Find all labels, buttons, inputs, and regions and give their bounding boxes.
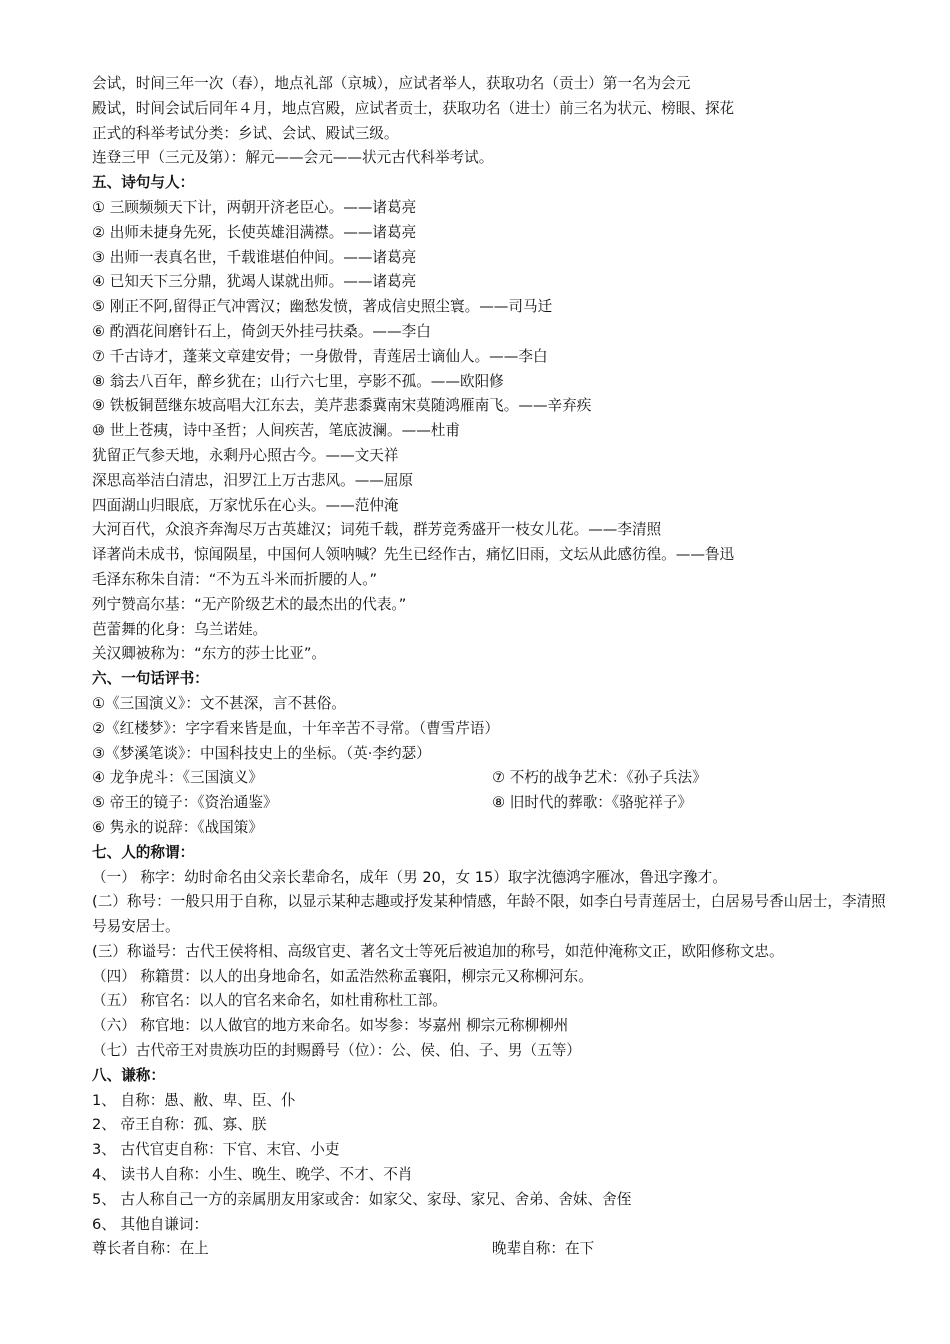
section-humble-terms <box>92 1064 892 1262</box>
left-cell: ⑤ 帝王的镜子：《资治通鉴》 <box>92 794 278 812</box>
text-line: 4、 读书人自称：小生、晚生、晚学、不才、不肖 <box>92 1166 413 1184</box>
right-cell: 晚辈自称：在下 <box>492 1240 595 1258</box>
text-line: 会试，时间三年一次（春），地点礼部（京城），应试者举人，获取功名（贡士）第一名为会元 <box>92 75 691 92</box>
section-heading: 五、诗句与人： <box>92 174 195 192</box>
text-line: ③ 出师一表真名世，千载谁堪伯仲间。——诸葛亮 <box>92 248 417 266</box>
text-line: 大河百代，众浪齐奔淘尽万古英雄汉；词苑千载，群芳竞秀盛开一枝女儿花。——李清照 <box>92 521 662 539</box>
section-heading: 七、人的称谓： <box>92 843 195 861</box>
text-line: 深思高举洁白清忠，汨罗江上万古悲风。——屈原 <box>92 471 414 489</box>
text-line: ①《三国演义》：文不甚深，言不甚俗。 <box>92 694 346 712</box>
right-cell: ⑦ 不朽的战争艺术：《孙子兵法》 <box>492 769 707 787</box>
text-line: 译著尚未成书，惊闻陨星，中国何人领呐喊？先生已经作古，痛忆旧雨，文坛从此感彷徨。——鲁迅 <box>92 546 735 564</box>
text-line: ⑩ 世上苍痍，诗中圣哲；人间疾苦，笔底波澜。——杜甫 <box>92 422 460 440</box>
text-line: ⑨ 铁板铜琶继东坡高唱大江东去，美芹悲黍冀南宋莫随鸿雁南飞。——辛弃疾 <box>92 397 592 415</box>
text-line: ④ 已知天下三分鼎，犹竭人谋就出师。——诸葛亮 <box>92 273 417 291</box>
text-line: （四） 称籍贯：以人的出身地命名，如孟浩然称孟襄阳，柳宗元又称柳河东。 <box>92 967 593 985</box>
text-line: 四面湖山归眼底，万家忧乐在心头。——范仲淹 <box>92 496 399 514</box>
text-line: 5、 古人称自己一方的亲属朋友用家或舍：如家父、家母、家兄、舍弟、舍妹、舍侄 <box>92 1190 632 1208</box>
two-column-row <box>92 1237 892 1262</box>
text-paragraph: (二）称号：一般只用于自称，以显示某种志趣或抒发某种情感，年龄不限，如李白号青莲居士，白居易号香山居士，李清照号易安居士。 <box>92 893 886 936</box>
text-line: （六） 称官地：以人做官的地方来命名。如岑参：岑嘉州 柳宗元称柳柳州 <box>92 1017 569 1035</box>
text-line: 3、 古代官吏自称：下官、末官、小吏 <box>92 1141 340 1159</box>
text-line: 关汉卿被称为：“东方的莎士比亚”。 <box>92 645 327 663</box>
text-line: 1、 自称：愚、敝、卑、臣、仆 <box>92 1091 296 1109</box>
text-line: 6、 其他自谦词： <box>92 1215 209 1233</box>
text-line: 毛泽东称朱自清：“不为五斗米而折腰的人。” <box>92 570 378 588</box>
document-page <box>92 72 892 1262</box>
right-cell <box>492 816 892 841</box>
section-heading: 八、谦称： <box>92 1066 165 1084</box>
text-line: ③《梦溪笔谈》：中国科技史上的坐标。（英·李约瑟） <box>92 744 431 762</box>
text-line: ① 三顾频频天下计，两朝开济老臣心。——诸葛亮 <box>92 198 417 216</box>
text-line: 殿试，时间会试后同年４月，地点宫殿，应试者贡士，获取功名（进士）前三名为状元、榜眼、探花 <box>92 99 735 117</box>
text-line: ⑧ 翁去八百年，醉乡犹在；山行六七里，亭影不孤。——欧阳修 <box>92 372 504 390</box>
text-line: 列宁赞高尔基：“无产阶级艺术的最杰出的代表。” <box>92 595 407 613</box>
text-line: (三）称谥号：古代王侯将相、高级官吏、著名文士等死后被追加的称号，如范仲淹称文正，欧阳修称文忠。 <box>92 942 784 960</box>
text-line: 连登三甲（三元及第）：解元——会元——状元古代科举考试。 <box>92 149 494 167</box>
text-line: （七）古代帝王对贵族功臣的封赐爵号（位）：公、侯、伯、子、男（五等） <box>92 1042 581 1060</box>
two-column-row <box>92 816 892 841</box>
section-book-reviews <box>92 667 892 841</box>
text-line: （五） 称官名：以人的官名来命名，如杜甫称杜工部。 <box>92 992 447 1010</box>
text-line: 犹留正气参天地，永剩丹心照古今。——文天祥 <box>92 446 399 464</box>
left-cell: ⑥ 隽永的说辞：《战国策》 <box>92 818 263 836</box>
text-line: 正式的科举考试分类：乡试、会试、殿试三级。 <box>92 124 399 142</box>
two-column-row <box>92 766 892 791</box>
text-line: ②《红楼梦》：字字看来皆是血，十年辛苦不寻常。（曹雪芹语） <box>92 719 500 737</box>
left-cell: ④ 龙争虎斗：《三国演义》 <box>92 769 263 787</box>
text-line: ⑦ 千古诗才，蓬莱文章建安骨；一身傲骨，青莲居士谪仙人。——李白 <box>92 347 548 365</box>
section-poems <box>92 171 892 667</box>
text-line: ② 出师未捷身先死，长使英雄泪满襟。——诸葛亮 <box>92 223 417 241</box>
left-cell: 尊长者自称：在上 <box>92 1240 209 1258</box>
text-line: （一） 称字：幼时命名由父亲长辈命名，成年（男 20，女 15）取字沈德鸿字雁冰，鲁迅字豫才。 <box>92 868 727 886</box>
section-heading: 六、一句话评书： <box>92 670 209 688</box>
text-line: 2、 帝王自称：孤、寡、朕 <box>92 1116 267 1134</box>
text-line: 芭蕾舞的化身：乌兰诺娃。 <box>92 620 268 638</box>
text-line: ⑥ 酌酒花间磨针石上，倚剑天外挂弓扶桑。——李白 <box>92 322 431 340</box>
two-column-row <box>92 791 892 816</box>
section-titles <box>92 841 892 1064</box>
text-line: ⑤ 刚正不阿,留得正气冲霄汉；幽愁发愤，著成信史照尘寰。——司马迁 <box>92 298 553 316</box>
right-cell: ⑧ 旧时代的葬歌：《骆驼祥子》 <box>492 794 693 812</box>
exam-lines <box>92 72 892 171</box>
